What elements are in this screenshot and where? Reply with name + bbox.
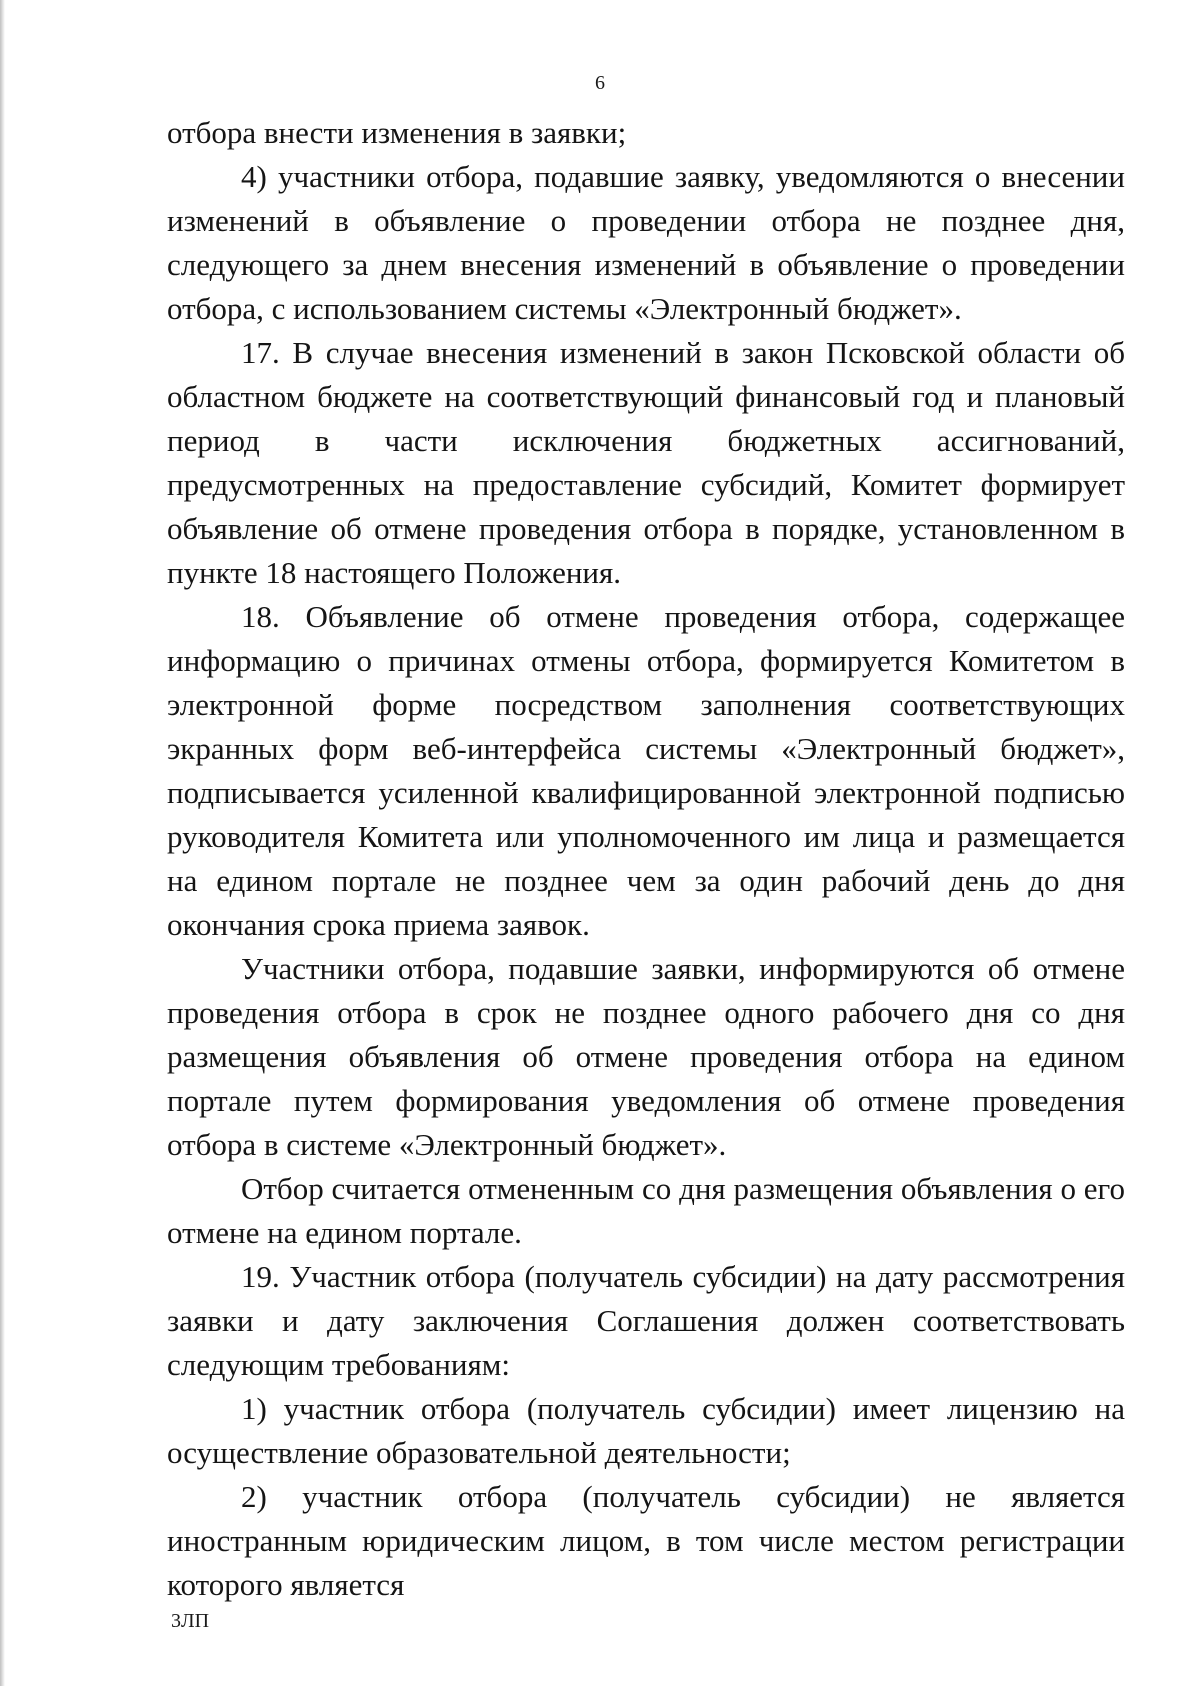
paragraph-participants-notice: Участники отбора, подавшие заявки, информируются об отмене проведения отбора в срок не позднее одного рабочего дня со дня размещения объявления об отмене проведения отбора на едином портале путем формирования уведомления об отмене проведения отбора в системе «Электронный бюджет». xyxy=(167,951,1125,1162)
paragraph-continuation: отбора внести изменения в заявки; xyxy=(167,115,627,150)
paragraph-requirement-1: 1) участник отбора (получатель субсидии) имеет лицензию на осуществление образовательной деятельности; xyxy=(167,1391,1125,1470)
scan-edge xyxy=(0,0,5,1686)
paragraph-clause-18: 18. Объявление об отмене проведения отбора, содержащее информацию о причинах отмены отбора, формируется Комитетом в электронной форме посредством заполнения соответствующих экранных форм веб-интерфейса системы «Электронный бюджет», подписывается усиленной квалифицированной электронной подписью руководителя Комитета или уполномоченного им лица и размещается на едином портале не позднее чем за один рабочий день до дня окончания срока приема заявок. xyxy=(167,599,1125,942)
paragraph-cancellation-effective: Отбор считается отмененным со дня размещения объявления о его отмене на едином портале. xyxy=(167,1171,1125,1250)
footer-code: 3ЛП xyxy=(171,1610,210,1632)
document-body xyxy=(167,111,1125,1607)
paragraph-clause-19: 19. Участник отбора (получатель субсидии) на дату рассмотрения заявки и дату заключения Соглашения должен соответствовать следующим требованиям: xyxy=(167,1259,1125,1382)
paragraph-clause-17: 17. В случае внесения изменений в закон Псковской области об областном бюджете на соответствующий финансовый год и плановый период в части исключения бюджетных ассигнований, предусмотренных на предоставление субсидий, Комитет формирует объявление об отмене проведения отбора в порядке, установленном в пункте 18 настоящего Положения. xyxy=(167,335,1125,590)
paragraph-item-4: 4) участники отбора, подавшие заявку, уведомляются о внесении изменений в объявление о проведении отбора не позднее дня, следующего за днем внесения изменений в объявление о проведении отбора, с использованием системы «Электронный бюджет». xyxy=(167,159,1125,326)
paragraph-requirement-2: 2) участник отбора (получатель субсидии) не является иностранным юридическим лицом, в том числе местом регистрации которого является xyxy=(167,1479,1125,1602)
page-number: 6 xyxy=(595,72,605,94)
